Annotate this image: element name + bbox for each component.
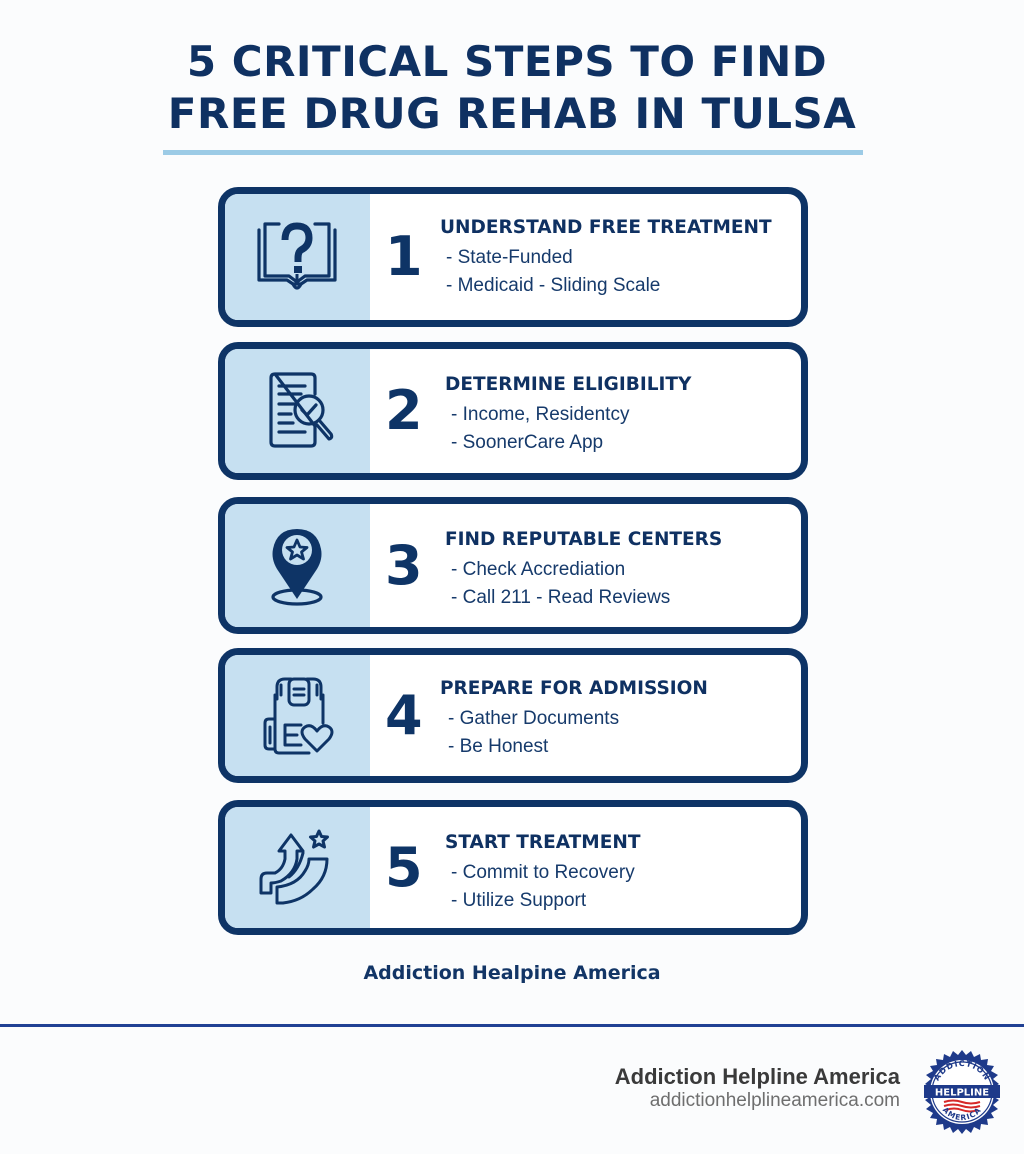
svg-text:AMERICA: AMERICA	[940, 1105, 984, 1123]
step-card-4	[218, 648, 808, 783]
title-line-2: FREE DRUG REHAB IN TULSA	[167, 89, 857, 138]
step-card-1	[218, 187, 808, 327]
svg-text:HELPLINE: HELPLINE	[934, 1087, 990, 1099]
step-heading: PREPARE FOR ADMISSION	[440, 678, 708, 699]
brand-caption: Addiction Healpine America	[363, 962, 661, 984]
step-card-3	[218, 497, 808, 634]
step-bullet: - Be Honest	[448, 736, 549, 757]
step-bullet: - Medicaid - Sliding Scale	[446, 275, 661, 296]
footer-url-link[interactable]: addictionhelplineamerica.com	[649, 1090, 900, 1111]
book-question-icon	[247, 214, 347, 300]
step-heading: UNDERSTAND FREE TREATMENT	[440, 217, 772, 238]
step-bullet: - Income, Residentcy	[451, 404, 630, 425]
step-bullet: - SoonerCare App	[451, 432, 604, 453]
helpline-badge-logo-icon	[920, 1050, 1004, 1134]
step-number: 4	[385, 683, 423, 747]
step-heading: DETERMINE ELIGIBILITY	[445, 374, 692, 395]
step-heading: FIND REPUTABLE CENTERS	[445, 529, 723, 550]
location-pin-star-icon	[247, 523, 347, 609]
step-heading: START TREATMENT	[445, 832, 641, 853]
footer-brand-name: Addiction Helpline America	[614, 1064, 900, 1089]
footer-divider	[0, 1024, 1024, 1027]
step-number: 2	[385, 379, 423, 442]
step-card-5	[218, 800, 808, 935]
arrow-up-star-icon	[247, 825, 347, 911]
title-line-1: 5 CRITICAL STEPS TO FIND	[186, 37, 828, 86]
document-magnifier-check-icon	[247, 368, 347, 454]
svg-text:ADDICTION: ADDICTION	[932, 1058, 992, 1083]
step-number: 5	[385, 835, 423, 899]
step-card-2	[218, 342, 808, 480]
step-bullet: - Utilize Support	[451, 890, 587, 911]
step-number: 3	[385, 533, 423, 597]
step-bullet: - State-Funded	[446, 247, 573, 268]
step-bullet: - Commit to Recovery	[451, 862, 635, 883]
page-title	[0, 36, 1024, 140]
step-bullet: - Check Accrediation	[451, 559, 626, 580]
step-number: 1	[385, 225, 423, 288]
step-bullet: - Call 211 - Read Reviews	[451, 587, 671, 608]
step-bullet: - Gather Documents	[448, 708, 620, 729]
title-underline	[163, 150, 863, 155]
backpack-heart-icon	[247, 673, 347, 759]
